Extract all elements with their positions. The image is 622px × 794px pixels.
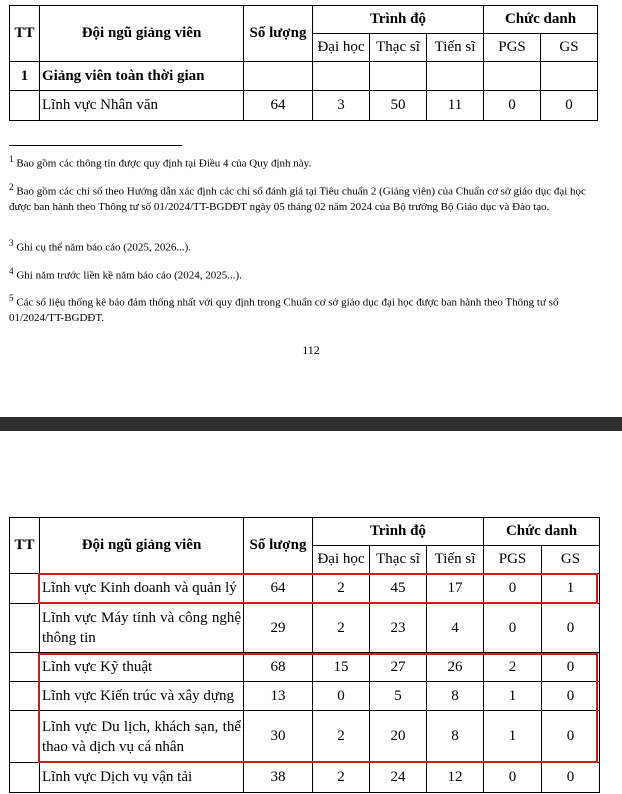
field-name: Lĩnh vực Kiến trúc và xây dựng [40,682,244,711]
field-name: Lĩnh vực Nhân văn [40,91,244,121]
header-level: Trình độ [313,6,484,34]
cell-count: 64 [244,91,313,121]
cell-gs: 1 [542,574,600,604]
field-name: Lĩnh vực Kinh doanh và quản lý [40,574,244,604]
header-ths: Thạc sĩ [370,546,427,574]
footnote: $^4$ Ghi năm trước liền kề năm báo cáo (2024, 2025...). [9,266,242,282]
section-number: 1 [10,62,40,91]
footnote: $^1$ Bao gồm các thông tin được quy định tại Điều 4 của Quy định này. [9,154,312,170]
cell-count: 29 [244,604,313,653]
cell-pgs: 2 [484,653,542,682]
page-number: 112 [302,343,320,357]
cell-gs: 0 [542,763,600,793]
table-row [10,91,598,121]
cell-dh: 15 [313,653,370,682]
cell-count: 68 [244,653,313,682]
page-separator [0,417,622,431]
cell-gs: 0 [541,91,598,121]
cell-pgs: 1 [484,711,542,763]
header-staff: Đội ngũ giảng viên [40,518,244,574]
header-level: Trình độ [313,518,484,546]
cell-pgs: 1 [484,682,542,711]
cell-pgs: 0 [484,604,542,653]
cell-ts: 8 [427,682,484,711]
cell-ths: 20 [370,711,427,763]
cell-gs: 0 [542,604,600,653]
cell-ths: 50 [370,91,427,121]
header-gs: GS [542,546,600,574]
cell-pgs: 0 [484,91,541,121]
footnote: $^5$ Các số liệu thống kê bảo đảm thống nhất với quy định trong Chuẩn cơ sở giáo dục đại học được ban hành theo Thông tư số 01/2024/TT-BGDĐT. [9,293,559,324]
header-tt: TT [10,518,40,574]
cell-count: 38 [244,763,313,793]
cell-ts: 11 [427,91,484,121]
cell-ts: 4 [427,604,484,653]
cell-count: 13 [244,682,313,711]
header-count: Số lượng [244,6,313,62]
header-title: Chức danh [484,518,600,546]
header-tt: TT [10,6,40,62]
footnote: $^3$ Ghi cụ thể năm báo cáo (2025, 2026...). [9,238,192,254]
highlight-box [38,573,598,604]
section-row [10,62,598,91]
header-ths: Thạc sĩ [370,34,427,62]
cell-ths: 45 [370,574,427,604]
cell-dh: 2 [313,604,370,653]
cell-dh: 0 [313,682,370,711]
footnote-rule [9,145,182,146]
cell-count: 64 [244,574,313,604]
header-ts: Tiến sĩ [427,34,484,62]
cell-ts: 12 [427,763,484,793]
header-staff: Đội ngũ giảng viên [40,6,244,62]
cell-gs: 0 [542,653,600,682]
cell-ths: 5 [370,682,427,711]
cell-ts: 17 [427,574,484,604]
cell-dh: 3 [313,91,370,121]
section-label: Giảng viên toàn thời gian [40,62,244,91]
header-dh: Đại học [313,546,370,574]
field-name: Lĩnh vực Du lịch, khách sạn, thể thao và dịch vụ cá nhân [40,711,244,763]
field-name: Lĩnh vực Kỹ thuật [40,653,244,682]
header-gs: GS [541,34,598,62]
header-count: Số lượng [244,518,313,574]
staff-table-top [9,5,598,121]
cell-ths: 23 [370,604,427,653]
cell-gs: 0 [542,682,600,711]
table-row [10,604,600,653]
cell-ths: 24 [370,763,427,793]
cell-dh: 2 [313,711,370,763]
cell-gs: 0 [542,711,600,763]
header-title: Chức danh [484,6,598,34]
cell-pgs: 0 [484,574,542,604]
header-pgs: PGS [484,546,542,574]
footnote: $^2$ Bao gồm các chỉ số theo Hướng dẫn xác định các chỉ số đánh giá tại Tiêu chuẩn 2 (Giảng viên) của Chuẩn cơ sở giáo dục đại học được ban hành theo Thông tư số 01/2024/TT-BGDĐT ngày 05 tháng 02 năm 2024 của Bộ trưởng Bộ Giáo dục và Đào tạo. [9,182,586,213]
cell-ths: 27 [370,653,427,682]
highlight-box [38,653,598,763]
table-row [10,763,600,793]
cell-ts: 26 [427,653,484,682]
field-name: Lĩnh vực Máy tính và công nghệ thông tin [40,604,244,653]
field-name: Lĩnh vực Dịch vụ vận tải [40,763,244,793]
header-dh: Đại học [313,34,370,62]
cell-pgs: 0 [484,763,542,793]
header-pgs: PGS [484,34,541,62]
cell-count: 30 [244,711,313,763]
cell-ts: 8 [427,711,484,763]
header-ts: Tiến sĩ [427,546,484,574]
cell-dh: 2 [313,574,370,604]
cell-dh: 2 [313,763,370,793]
